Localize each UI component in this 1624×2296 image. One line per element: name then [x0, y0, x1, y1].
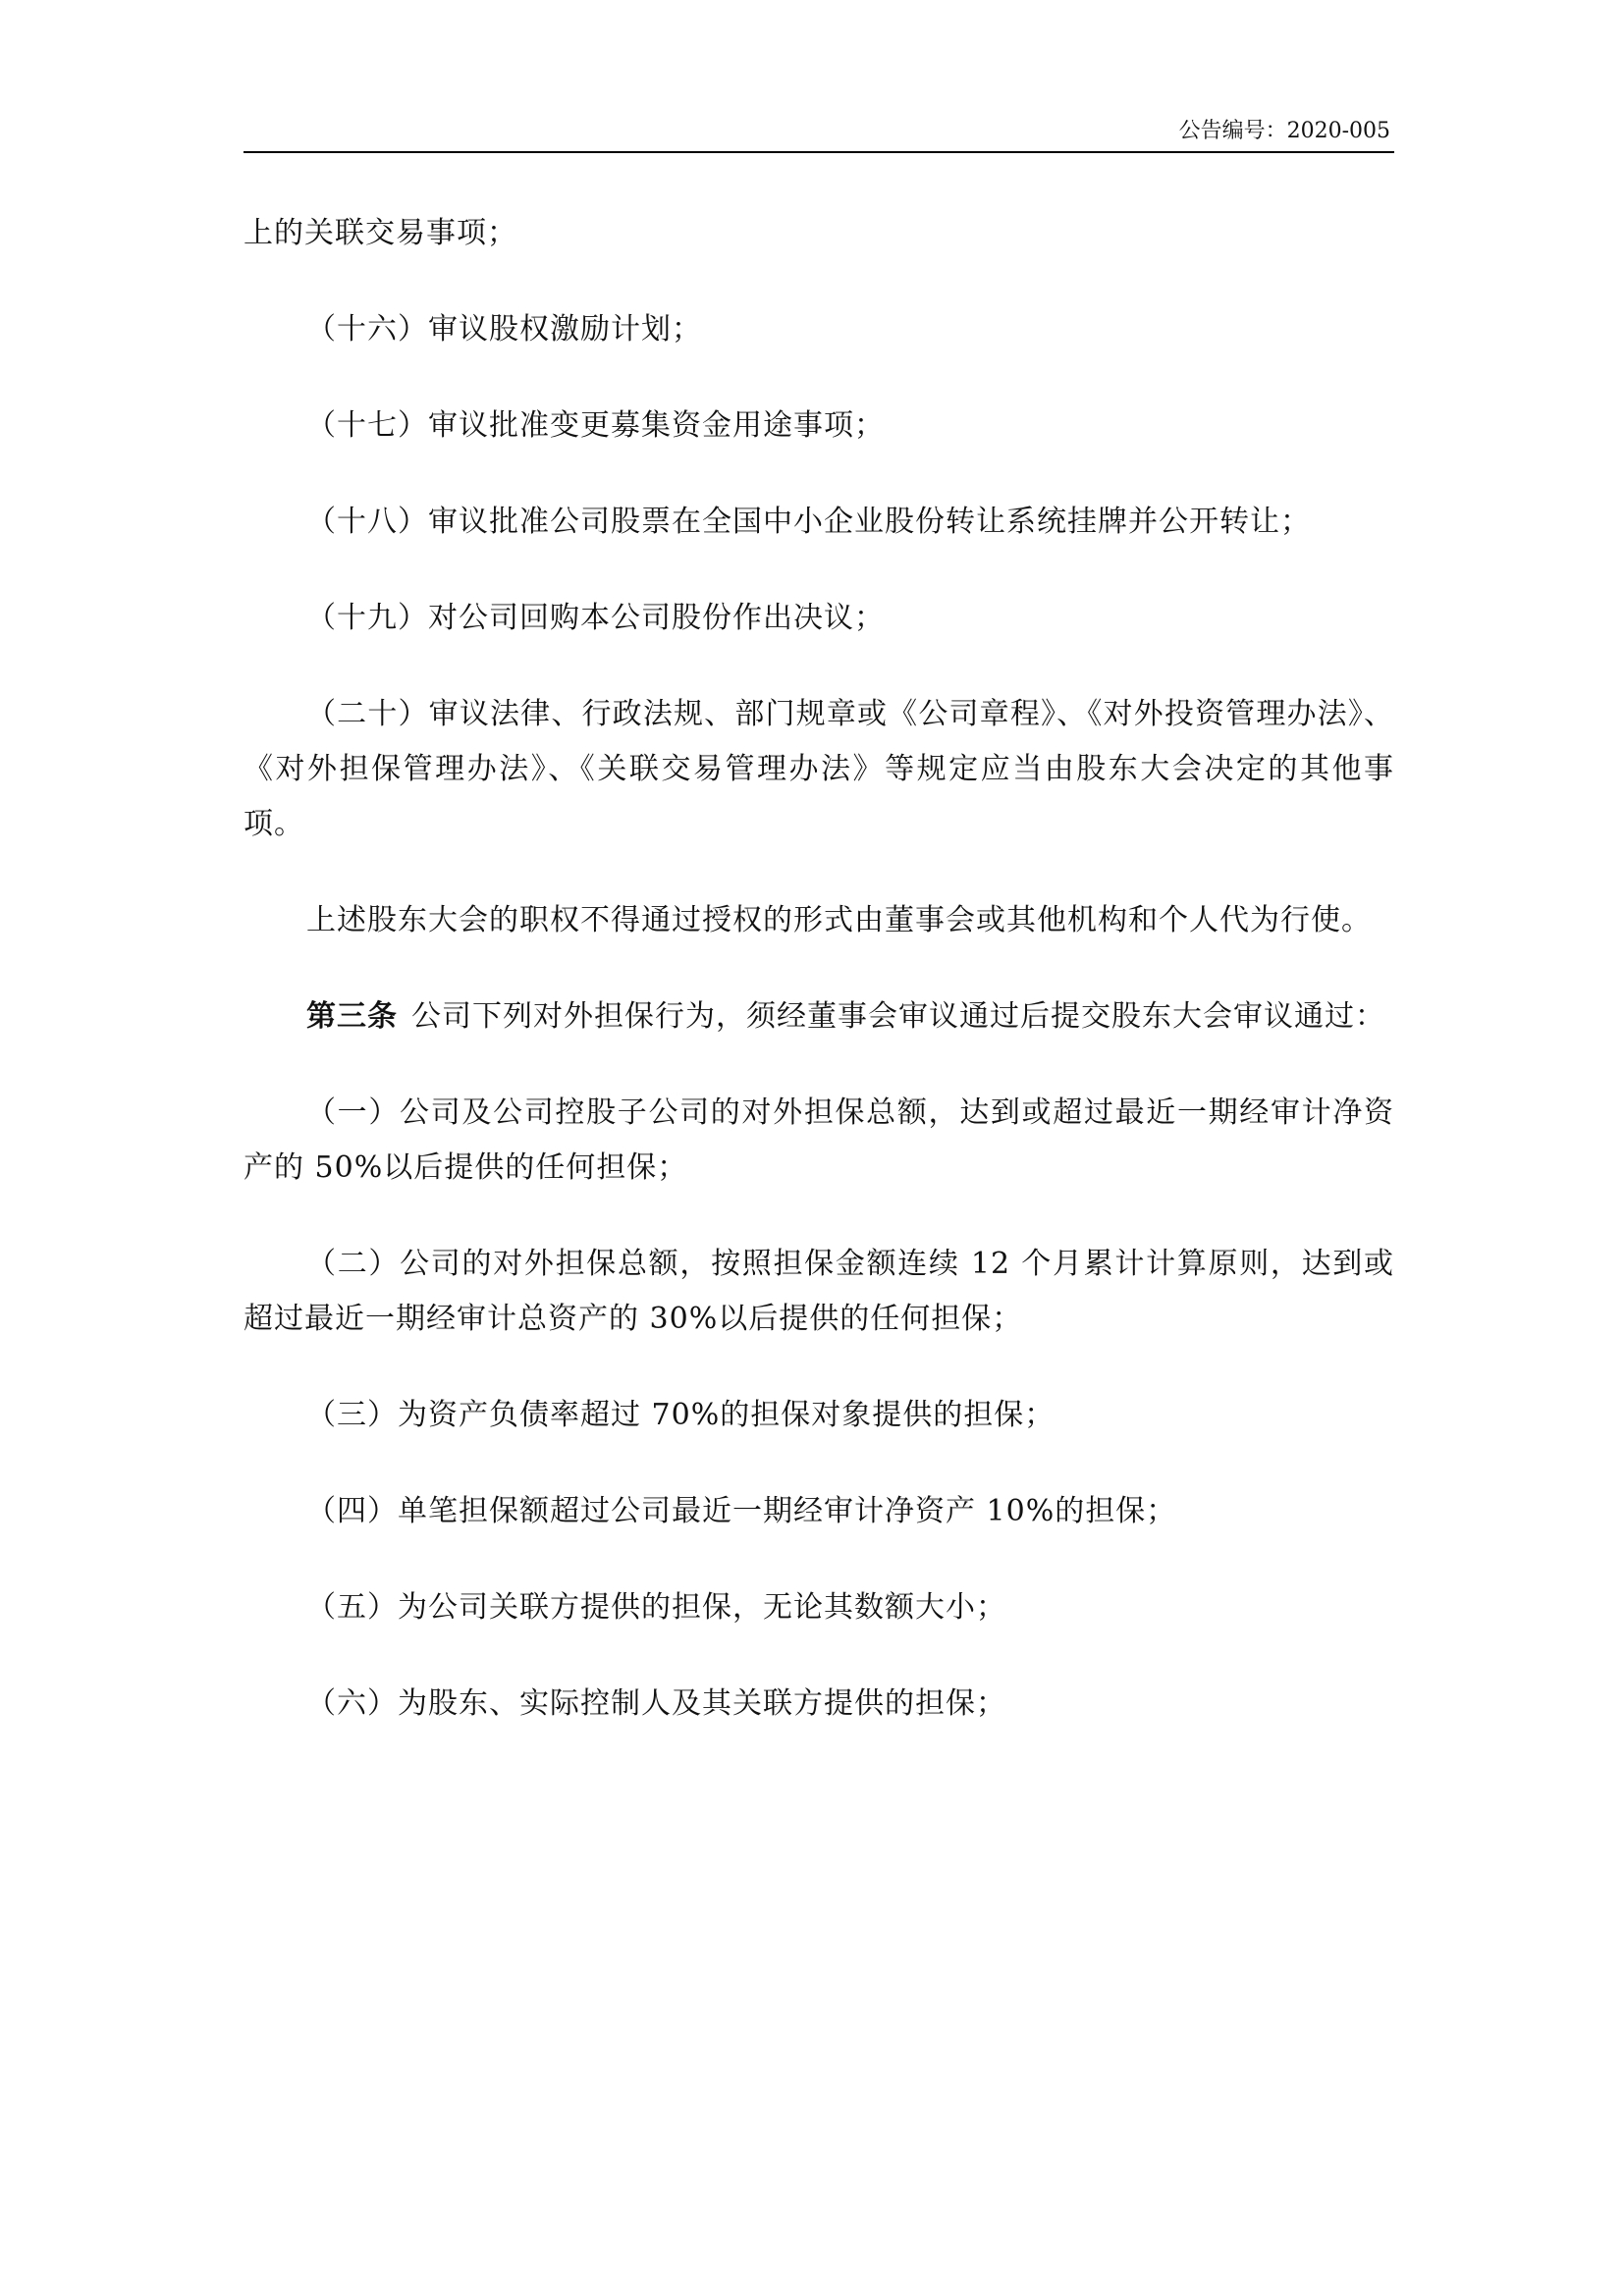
paragraph-item-19: （十九）对公司回购本公司股份作出决议； — [306, 601, 885, 635]
article-3 — [244, 989, 1394, 1044]
paragraph-continuation: 上的关联交易事项； — [244, 216, 517, 250]
paragraph-item-20: （二十）审议法律、行政法规、部门规章或《公司章程》、《对外投资管理办法》、《对外担保管理办法》、《关联交易管理办法》等规定应当由股东大会决定的其他事项。 — [244, 697, 1394, 841]
announcement-number: 公告编号：2020-005 — [1178, 119, 1390, 143]
document-body — [244, 206, 1394, 1773]
article-3-label: 第三条 — [306, 999, 398, 1034]
paragraph-item-17: （十七）审议批准变更募集资金用途事项； — [306, 408, 885, 443]
guarantee-item-6: （六）为股东、实际控制人及其关联方提供的担保； — [306, 1686, 1006, 1721]
page-header — [244, 114, 1394, 153]
article-3-text: 公司下列对外担保行为，须经董事会审议通过后提交股东大会审议通过： — [411, 999, 1385, 1034]
guarantee-item-2: （二）公司的对外担保总额，按照担保金额连续 12 个月累计计算原则，达到或超过最近一期经审计总资产的 30%以后提供的任何担保； — [244, 1247, 1394, 1336]
guarantee-item-5: （五）为公司关联方提供的担保，无论其数额大小； — [306, 1590, 1006, 1625]
guarantee-item-1: （一）公司及公司控股子公司的对外担保总额，达到或超过最近一期经审计净资产的 50%以后提供的任何担保； — [244, 1095, 1394, 1185]
paragraph-item-16: （十六）审议股权激励计划； — [306, 312, 702, 347]
guarantee-item-3: （三）为资产负债率超过 70%的担保对象提供的担保； — [306, 1398, 1056, 1432]
guarantee-item-4: （四）单笔担保额超过公司最近一期经审计净资产 10%的担保； — [306, 1494, 1177, 1528]
paragraph-item-18: （十八）审议批准公司股票在全国中小企业股份转让系统挂牌并公开转让； — [306, 505, 1311, 539]
paragraph-powers-note: 上述股东大会的职权不得通过授权的形式由董事会或其他机构和个人代为行使。 — [306, 903, 1372, 937]
